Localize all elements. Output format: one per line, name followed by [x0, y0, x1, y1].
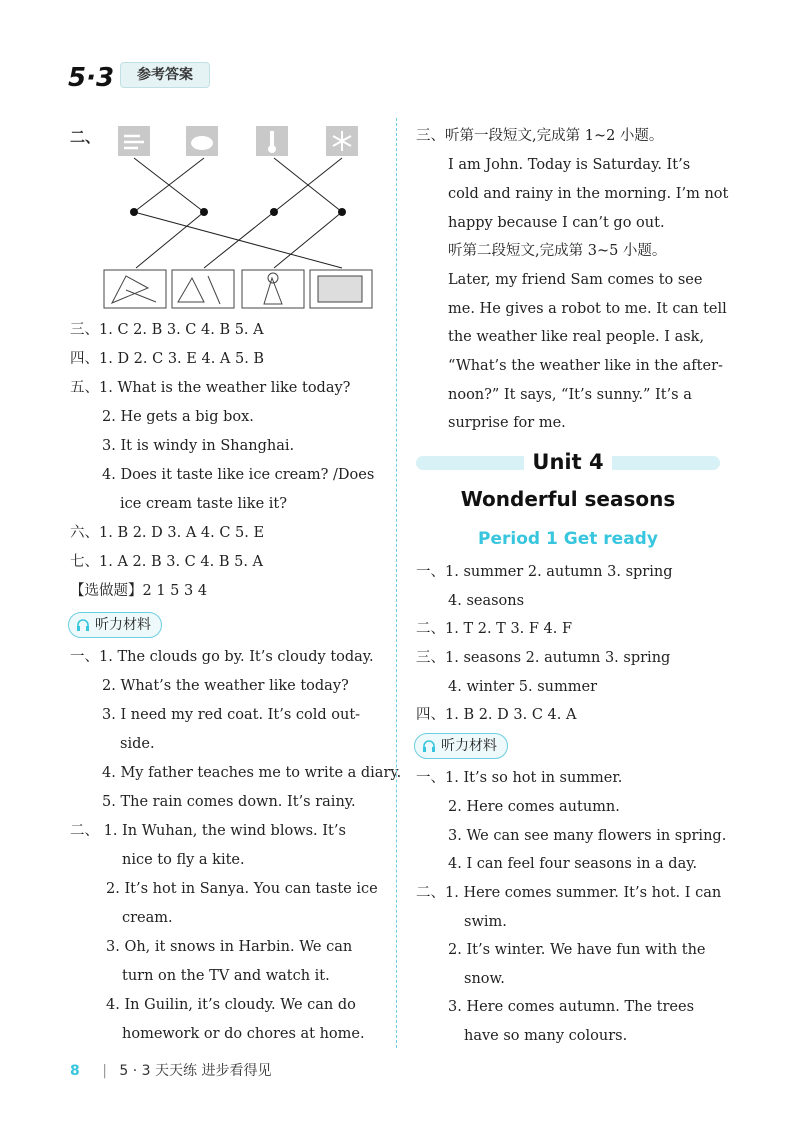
- right-line-10: noon?” It says, “It’s sunny.” It’s a: [448, 387, 692, 403]
- left-line-6: 4. Does it taste like ice cream? /Does: [102, 467, 375, 483]
- section-2-label: 二、: [70, 128, 101, 146]
- right-listen-8: snow.: [464, 971, 505, 987]
- left-listen-4: side.: [120, 736, 155, 752]
- match-lines: [134, 158, 342, 268]
- right-answer-2: 4. seasons: [448, 593, 525, 609]
- left-listen-10: cream.: [122, 910, 173, 926]
- right-line-4: happy because I can’t go out.: [448, 215, 665, 231]
- unit-title: Unit 4: [416, 450, 720, 474]
- left-listen-14: homework or do chores at home.: [122, 1026, 365, 1042]
- right-listen-9: 3. Here comes autumn. The trees: [448, 999, 695, 1015]
- right-listen-1: 一、1. It’s so hot in summer.: [416, 770, 623, 786]
- period-title: Period 1 Get ready: [478, 529, 658, 549]
- right-answer-6: 四、1. B 2. D 3. C 4. A: [416, 707, 577, 723]
- windy-icon: [118, 126, 150, 156]
- right-answer-1: 一、1. summer 2. autumn 3. spring: [416, 564, 673, 580]
- left-listen-1: 一、1. The clouds go by. It’s cloudy today.: [70, 649, 374, 665]
- book-title: 5 · 3 天天练 进步看得见: [119, 1063, 272, 1079]
- unit-subtitle: Wonderful seasons: [460, 487, 676, 511]
- right-line-7: me. He gives a robot to me. It can tell: [448, 301, 727, 317]
- chores-icon: [172, 270, 234, 308]
- left-line-8: 六、1. B 2. D 3. A 4. C 5. E: [70, 525, 265, 541]
- right-line-11: surprise for me.: [448, 415, 566, 431]
- right-line-2: I am John. Today is Saturday. It’s: [448, 157, 691, 173]
- right-answer-4: 三、1. seasons 2. autumn 3. spring: [416, 650, 671, 666]
- left-listen-9: 2. It’s hot in Sanya. You can taste ice: [106, 881, 378, 897]
- left-listen-12: turn on the TV and watch it.: [122, 968, 330, 984]
- answer-key-tab: 参考答案: [120, 62, 210, 88]
- headphones-icon: [422, 739, 436, 753]
- logo-text: 5·3: [68, 63, 115, 93]
- ice-cream-icon: [242, 270, 304, 308]
- right-listen-2: 2. Here comes autumn.: [448, 799, 620, 815]
- left-line-9: 七、1. A 2. B 3. C 4. B 5. A: [70, 554, 264, 570]
- thermometer-icon: [256, 126, 288, 156]
- left-line-10: 【选做题】2 1 5 3 4: [70, 583, 208, 599]
- column-divider: [396, 118, 397, 1048]
- book-logo: [66, 56, 116, 96]
- right-answer-3: 二、1. T 2. T 3. F 4. F: [416, 621, 573, 637]
- listening-material-label-right: 听力材料: [414, 733, 508, 759]
- left-line-2: 四、1. D 2. C 3. E 4. A 5. B: [70, 351, 265, 367]
- right-listen-3: 3. We can see many flowers in spring.: [448, 828, 727, 844]
- right-line-5: 听第二段短文,完成第 3~5 小题。: [448, 243, 667, 259]
- cloudy-icon: [186, 126, 218, 156]
- page-footer: 8 | 5 · 3 天天练 进步看得见: [70, 1063, 272, 1079]
- right-listen-7: 2. It’s winter. We have fun with the: [448, 942, 706, 958]
- right-line-6: Later, my friend Sam comes to see: [448, 272, 703, 288]
- right-listen-6: swim.: [464, 914, 507, 930]
- left-line-1: 三、1. C 2. B 3. C 4. B 5. A: [70, 322, 264, 338]
- left-line-5: 3. It is windy in Shanghai.: [102, 438, 295, 454]
- left-listen-13: 4. In Guilin, it’s cloudy. We can do: [106, 997, 356, 1013]
- left-listen-11: 3. Oh, it snows in Harbin. We can: [106, 939, 353, 955]
- left-listen-6: 5. The rain comes down. It’s rainy.: [102, 794, 356, 810]
- tv-icon: [310, 270, 372, 308]
- left-listen-5: 4. My father teaches me to write a diary.: [102, 765, 402, 781]
- right-line-1: 三、听第一段短文,完成第 1~2 小题。: [416, 128, 664, 144]
- right-line-3: cold and rainy in the morning. I’m not: [448, 186, 729, 202]
- kite-icon: [104, 270, 166, 308]
- right-line-8: the weather like real people. I ask,: [448, 329, 705, 345]
- listening-material-label-left: 听力材料: [68, 612, 162, 638]
- left-line-7: ice cream taste like it?: [120, 496, 288, 512]
- left-listen-7: 二、 1. In Wuhan, the wind blows. It’s: [70, 823, 346, 839]
- right-listen-10: have so many colours.: [464, 1028, 628, 1044]
- left-line-4: 2. He gets a big box.: [102, 409, 254, 425]
- right-line-9: “What’s the weather like in the after-: [448, 358, 723, 374]
- headphones-icon: [76, 618, 90, 632]
- right-answer-5: 4. winter 5. summer: [448, 679, 598, 695]
- left-listen-3: 3. I need my red coat. It’s cold out-: [102, 707, 361, 723]
- left-listen-2: 2. What’s the weather like today?: [102, 678, 349, 694]
- snowflake-icon: [326, 126, 358, 156]
- right-listen-4: 4. I can feel four seasons in a day.: [448, 856, 698, 872]
- matching-diagram: [100, 118, 390, 318]
- right-listen-5: 二、1. Here comes summer. It’s hot. I can: [416, 885, 722, 901]
- left-line-3: 五、1. What is the weather like today?: [70, 380, 351, 396]
- left-listen-8: nice to fly a kite.: [122, 852, 245, 868]
- page-number: 8: [70, 1063, 80, 1079]
